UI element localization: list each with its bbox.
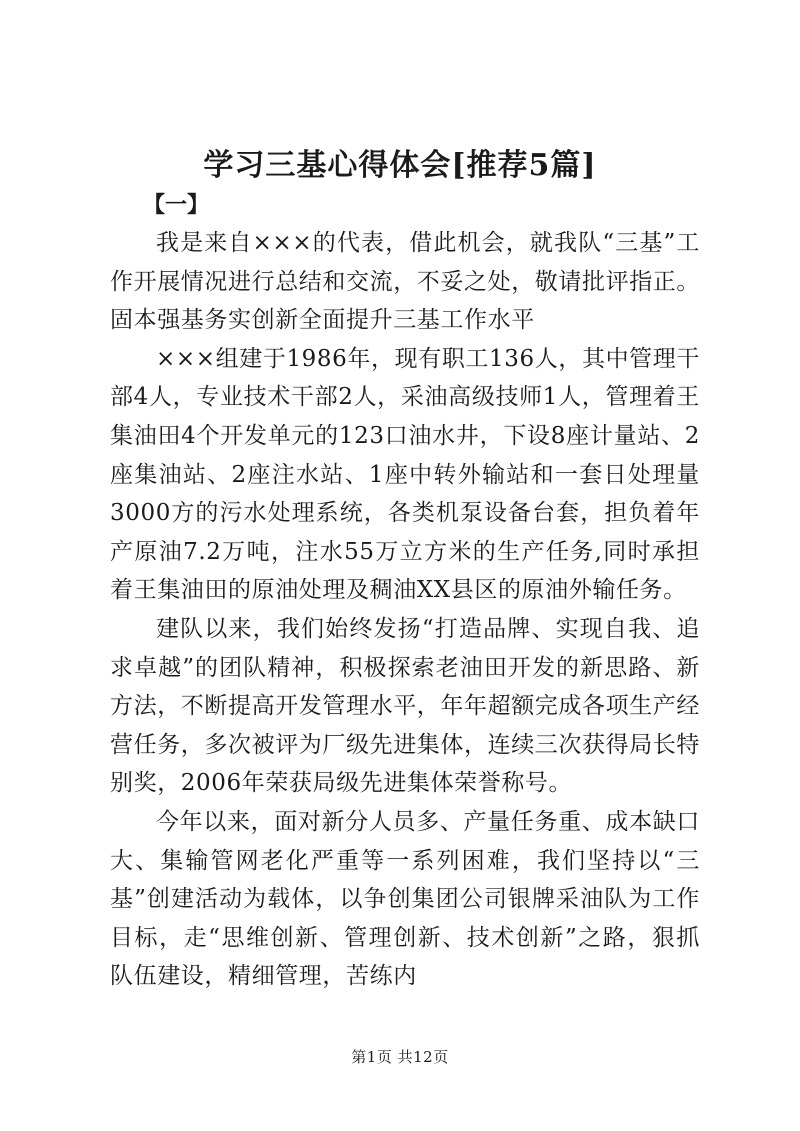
page-footer: 第1页 共12页 <box>351 1048 449 1066</box>
paragraph-2: ×××组建于1986年，现有职工136人，其中管理干部4人，专业技术干部2人，采油高级技师1人，管理着王集油田4个开发单元的123口油水井，下设8座计量站、2座集油站、2座注水站、1座中转外输站和一套日处理量3000方的污水处理系统，各类机泵设备台套，担负着年产原油7.2万吨，注水55万立方米的生产任务,同时承担着王集油田的原油处理及稠油XX县区的原油外输任务。 <box>110 345 700 604</box>
paragraph-4: 今年以来，面对新分人员多、产量任务重、成本缺口大、集输管网老化严重等一系列困难，我们坚持以“三基”创建活动为载体，以争创集团公司银牌采油队为工作目标，走“思维创新、管理创新、技术创新”之路，狠抓队伍建设，精细管理，苦练内 <box>110 808 700 990</box>
paragraph-3: 建队以来，我们始终发扬“打造品牌、实现自我、追求卓越”的团队精神，积极探索老油田开发的新思路、新方法，不断提高开发管理水平，年年超额完成各项生产经营任务，多次被评为厂级先进集体，连续三次获得局长特别奖，2006年荣获局级先进集体荣誉称号。 <box>110 615 700 797</box>
document-title: 学习三基心得体会[推荐5篇] <box>203 148 597 183</box>
document-body <box>110 224 700 996</box>
section-label: 【一】 <box>143 192 210 218</box>
paragraph-1: 我是来自×××的代表，借此机会，就我队“三基”工作开展情况进行总结和交流，不妥之处，敬请批评指正。固本强基务实创新全面提升三基工作水平 <box>110 230 700 334</box>
